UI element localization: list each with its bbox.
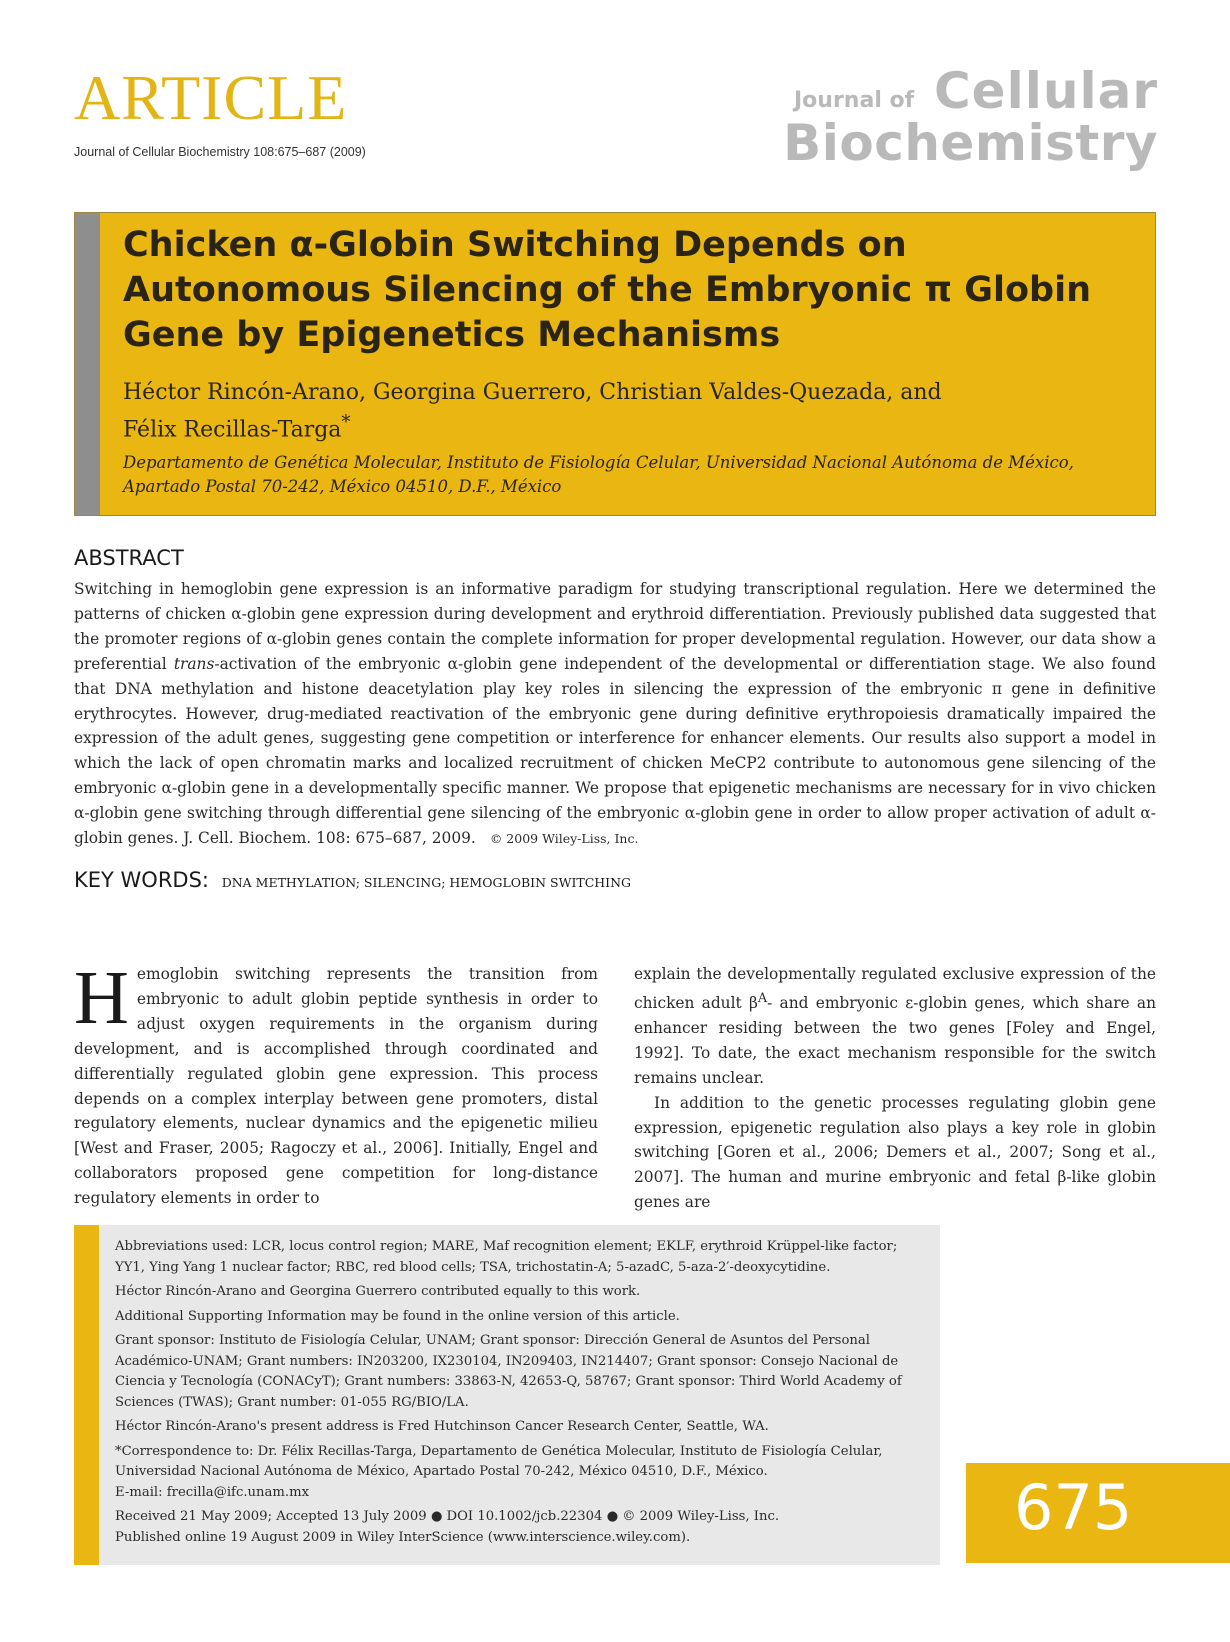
footnote-equal-contribution: Héctor Rincón-Arano and Georgina Guerrero contributed equally to this work. — [115, 1284, 641, 1299]
body-right-paragraph-2: In addition to the genetic processes regulating globin gene expression, epigenetic regulation also plays a key role in globin switching [Goren et al., 2006; Demers et al., 2007; Song et al., 2007]. The human and murine embryonic and fetal β-like globin genes are — [634, 1093, 1156, 1212]
body-right-p1-part-1: explain the developmentally regulated exclusive expression of the chicken adult β — [634, 965, 1156, 1013]
body-column-right — [634, 962, 1156, 1215]
drop-cap: H — [74, 956, 129, 1040]
body-right-paragraph-1 — [634, 962, 1156, 1091]
footnote-published: Published online 19 August 2009 in Wiley InterScience (www.interscience.wiley.com). — [115, 1529, 691, 1545]
page-number-box — [966, 1463, 1230, 1563]
footnote-correspondence: *Correspondence to: Dr. Félix Recillas-Targa, Departamento de Genética Molecular, Instituto de Fisiología Celular, Universidad Nacional Autónoma de México, Apartado Postal 70-242, México 04510, D.F., México. — [115, 1443, 883, 1479]
footnote-email: E-mail: frecilla@ifc.unam.mx — [115, 1484, 310, 1500]
footnote-supporting-info: Additional Supporting Information may be found in the online version of this article. — [115, 1308, 680, 1324]
keywords — [74, 868, 631, 892]
body-column-left — [74, 956, 598, 1211]
authors-line-1: Héctor Rincón-Arano, Georgina Guerrero, Christian Valdes-Quezada, and — [123, 380, 942, 405]
author-list — [123, 378, 1123, 445]
keywords-label: KEY WORDS: — [74, 868, 210, 892]
abstract-text-part-1: Switching in hemoglobin gene expression is an informative paradigm for studying transcriptional regulation. Here we determined the patterns of chicken α-globin gene expression during development and erythroid differentiation. Previously published data suggested that the promoter regions of α-globin genes contain the complete information for proper developmental regulation. However, our data show a preferential — [74, 580, 1156, 673]
beta-a-superscript: A — [757, 990, 768, 1006]
footnote-side-bar — [74, 1225, 99, 1565]
logo-biochemistry-text: Biochemistry — [783, 114, 1158, 172]
journal-citation: Journal of Cellular Biochemistry 108:675–687 (2009) — [74, 145, 366, 159]
abstract-body — [74, 577, 1156, 852]
authors-line-2: Félix Recillas-Targa — [123, 417, 342, 443]
footnote-grants: Grant sponsor: Instituto de Fisiología Celular, UNAM; Grant sponsor: Dirección General de Asuntos del Personal Académico-UNAM; Grant numbers: IN203200, IX230104, IN209403, IN214407; Grant sponsor: Consejo Nacional de Ciencia y Tecnología (CONACyT); Grant numbers: 33863-N, 42653-Q, 58767; Grant sponsor: Third World Academy of Sciences (TWAS); Grant number: 01-055 RG/BIO/LA. — [115, 1333, 902, 1410]
paper-title: Chicken α-Globin Switching Depends on Autonomous Silencing of the Embryonic π Globin Gene by Epigenetics Mechanisms — [123, 225, 1091, 355]
journal-logo — [783, 62, 1158, 172]
title-side-bar — [75, 213, 100, 515]
logo-cellular-text: Cellular — [933, 62, 1158, 120]
footnote-present-address: Héctor Rincón-Arano's present address is Fred Hutchinson Cancer Research Center, Seattle, WA. — [115, 1419, 769, 1434]
affiliation: Departamento de Genética Molecular, Instituto de Fisiología Celular, Universidad Nacional Autónoma de México, Apartado Postal 70-242, México 04510, D.F., México — [123, 453, 1074, 496]
page-number: 675 — [1014, 1471, 1133, 1544]
corresponding-author-mark: * — [341, 412, 351, 433]
logo-journal-of-text: Journal of — [794, 88, 915, 113]
body-left-text: emoglobin switching represents the transition from embryonic to adult globin peptide synthesis in order to adjust oxygen requirements in the organism during development, and is accomplished through coordinated and differentially regulated globin gene expression. This process depends on a complex interplay between gene promoters, distal regulatory elements, nuclear dynamics and the epigenetic milieu [West and Fraser, 2005; Ragoczy et al., 2006]. Initially, Engel and collaborators proposed gene competition for long-distance regulatory elements in order to — [74, 965, 598, 1208]
footnote-text — [115, 1237, 927, 1552]
footnote-box — [74, 1225, 940, 1565]
keywords-values: DNA METHYLATION; SILENCING; HEMOGLOBIN SWITCHING — [221, 875, 632, 890]
abstract-heading: ABSTRACT — [74, 546, 184, 570]
abstract-copyright: © 2009 Wiley-Liss, Inc. — [489, 831, 639, 847]
title-box — [74, 212, 1156, 516]
footnote-received: Received 21 May 2009; Accepted 13 July 2009 ● DOI 10.1002/jcb.22304 ● © 2009 Wiley-Liss, Inc. — [115, 1509, 780, 1524]
abstract-trans-word: trans — [173, 654, 215, 673]
article-label: ARTICLE — [74, 62, 348, 133]
footnote-abbreviations: Abbreviations used: LCR, locus control region; MARE, Maf recognition element; EKLF, erythroid Krüppel-like factor; YY1, Ying Yang 1 nuclear factor; RBC, red blood cells; TSA, trichostatin-A; 5-azadC, 5-aza-2′-deoxycytidine. — [115, 1239, 898, 1275]
body-right-p1-part-2: - and embryonic ε-globin genes, which share an enhancer residing between the two genes [Foley and Engel, 1992]. To date, the exact mechanism responsible for the switch remains unclear. — [634, 994, 1156, 1087]
abstract-text-part-2: -activation of the embryonic α-globin gene independent of the developmental or differentiation stage. We also found that DNA methylation and histone deacetylation play key roles in silencing the expression of the embryonic π gene in definitive erythrocytes. However, drug-mediated reactivation of the embryonic gene during definitive erythropoiesis dramatically impaired the expression of the adult genes, suggesting gene competition or interference for enhancer elements. Our results also support a model in which the lack of open chromatin marks and localized recruitment of chicken MeCP2 contribute to autonomous gene silencing of the embryonic α-globin gene in a developmentally specific manner. We propose that epigenetic mechanisms are necessary for in vivo chicken α-globin gene switching through differential gene silencing of the embryonic α-globin gene in order to allow proper activation of adult α-globin genes. J. Cell. Biochem. 108: 675–687, 2009. — [74, 654, 1156, 848]
